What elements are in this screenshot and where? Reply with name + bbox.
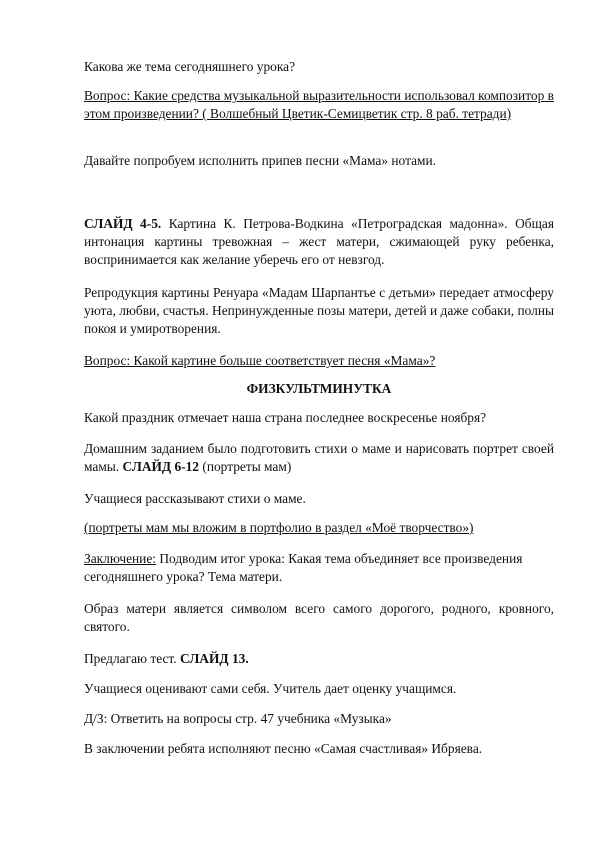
paragraph-final-song: В заключении ребята исполняют песню «Самая счастливая» Ибряева. [84,741,483,756]
paragraph-conclusion [84,550,554,586]
homework-text: Домашним заданием было подготовить стихи о маме и нарисовать портрет своей мамы. [84,441,554,474]
slide-label: СЛАЙД 6-12 [122,459,200,474]
paragraph-mother-image: Образ матери является символом всего самого дорогого, родного, кровного, святого. [84,601,554,634]
test-text: Предлагаю тест. [84,651,180,666]
paragraph-question-painting: Вопрос: Какой картине больше соответствует песня «Мама»? [84,353,436,368]
paragraph-sing-chorus: Давайте попробуем исполнить припев песни «Мама» нотами. [84,153,437,168]
paragraph-slide-4-5 [84,215,554,269]
slide-label: СЛАЙД 4-5. [84,216,162,231]
paragraph-question-expressive-means: Вопрос: Какие средства музыкальной выразительности использовал композитор в этом произведении? ( Волшебный Цветик-Семицветик стр. 8 раб. тетради) [84,88,554,121]
paragraph-portfolio: (портреты мам мы вложим в портфолио в раздел «Моё творчество») [84,520,474,535]
conclusion-label: Заключение: [84,551,157,566]
paragraph-renoir: Репродукция картины Ренуара «Мадам Шарпантье с детьми» передает атмосферу уюта, любви, счастья. Непринужденные позы матери, детей и даже собаки, полны покоя и умиротворения. [84,285,554,336]
paragraph-homework-portrait [84,440,554,476]
section-heading: ФИЗКУЛЬТМИНУТКА [246,381,392,396]
paragraph-homework-dz: Д/З: Ответить на вопросы стр. 47 учебника «Музыка» [84,711,392,726]
homework-tail: (портреты мам) [199,459,292,474]
slide-label: СЛАЙД 13. [179,651,249,666]
paragraph-test [84,650,554,668]
paragraph-self-assessment: Учащиеся оценивают сами себя. Учитель дает оценку учащимся. [84,681,457,696]
paragraph-lesson-topic-question: Какова же тема сегодняшнего урока? [84,59,296,74]
paragraph-holiday-question: Какой праздник отмечает наша страна последнее воскресенье ноября? [84,410,487,425]
slide-text: Картина К. Петрова-Водкина «Петроградская мадонна». Общая интонация картины тревожная – жест матери, сжимающей руку ребенка, воспринимается как желание уберечь его от невзгод. [84,216,554,267]
paragraph-poems: Учащиеся рассказывают стихи о маме. [84,491,306,506]
conclusion-text: Подводим итог урока: Какая тема объединяет все произведения сегодняшнего урока? Тема матери. [84,551,523,584]
